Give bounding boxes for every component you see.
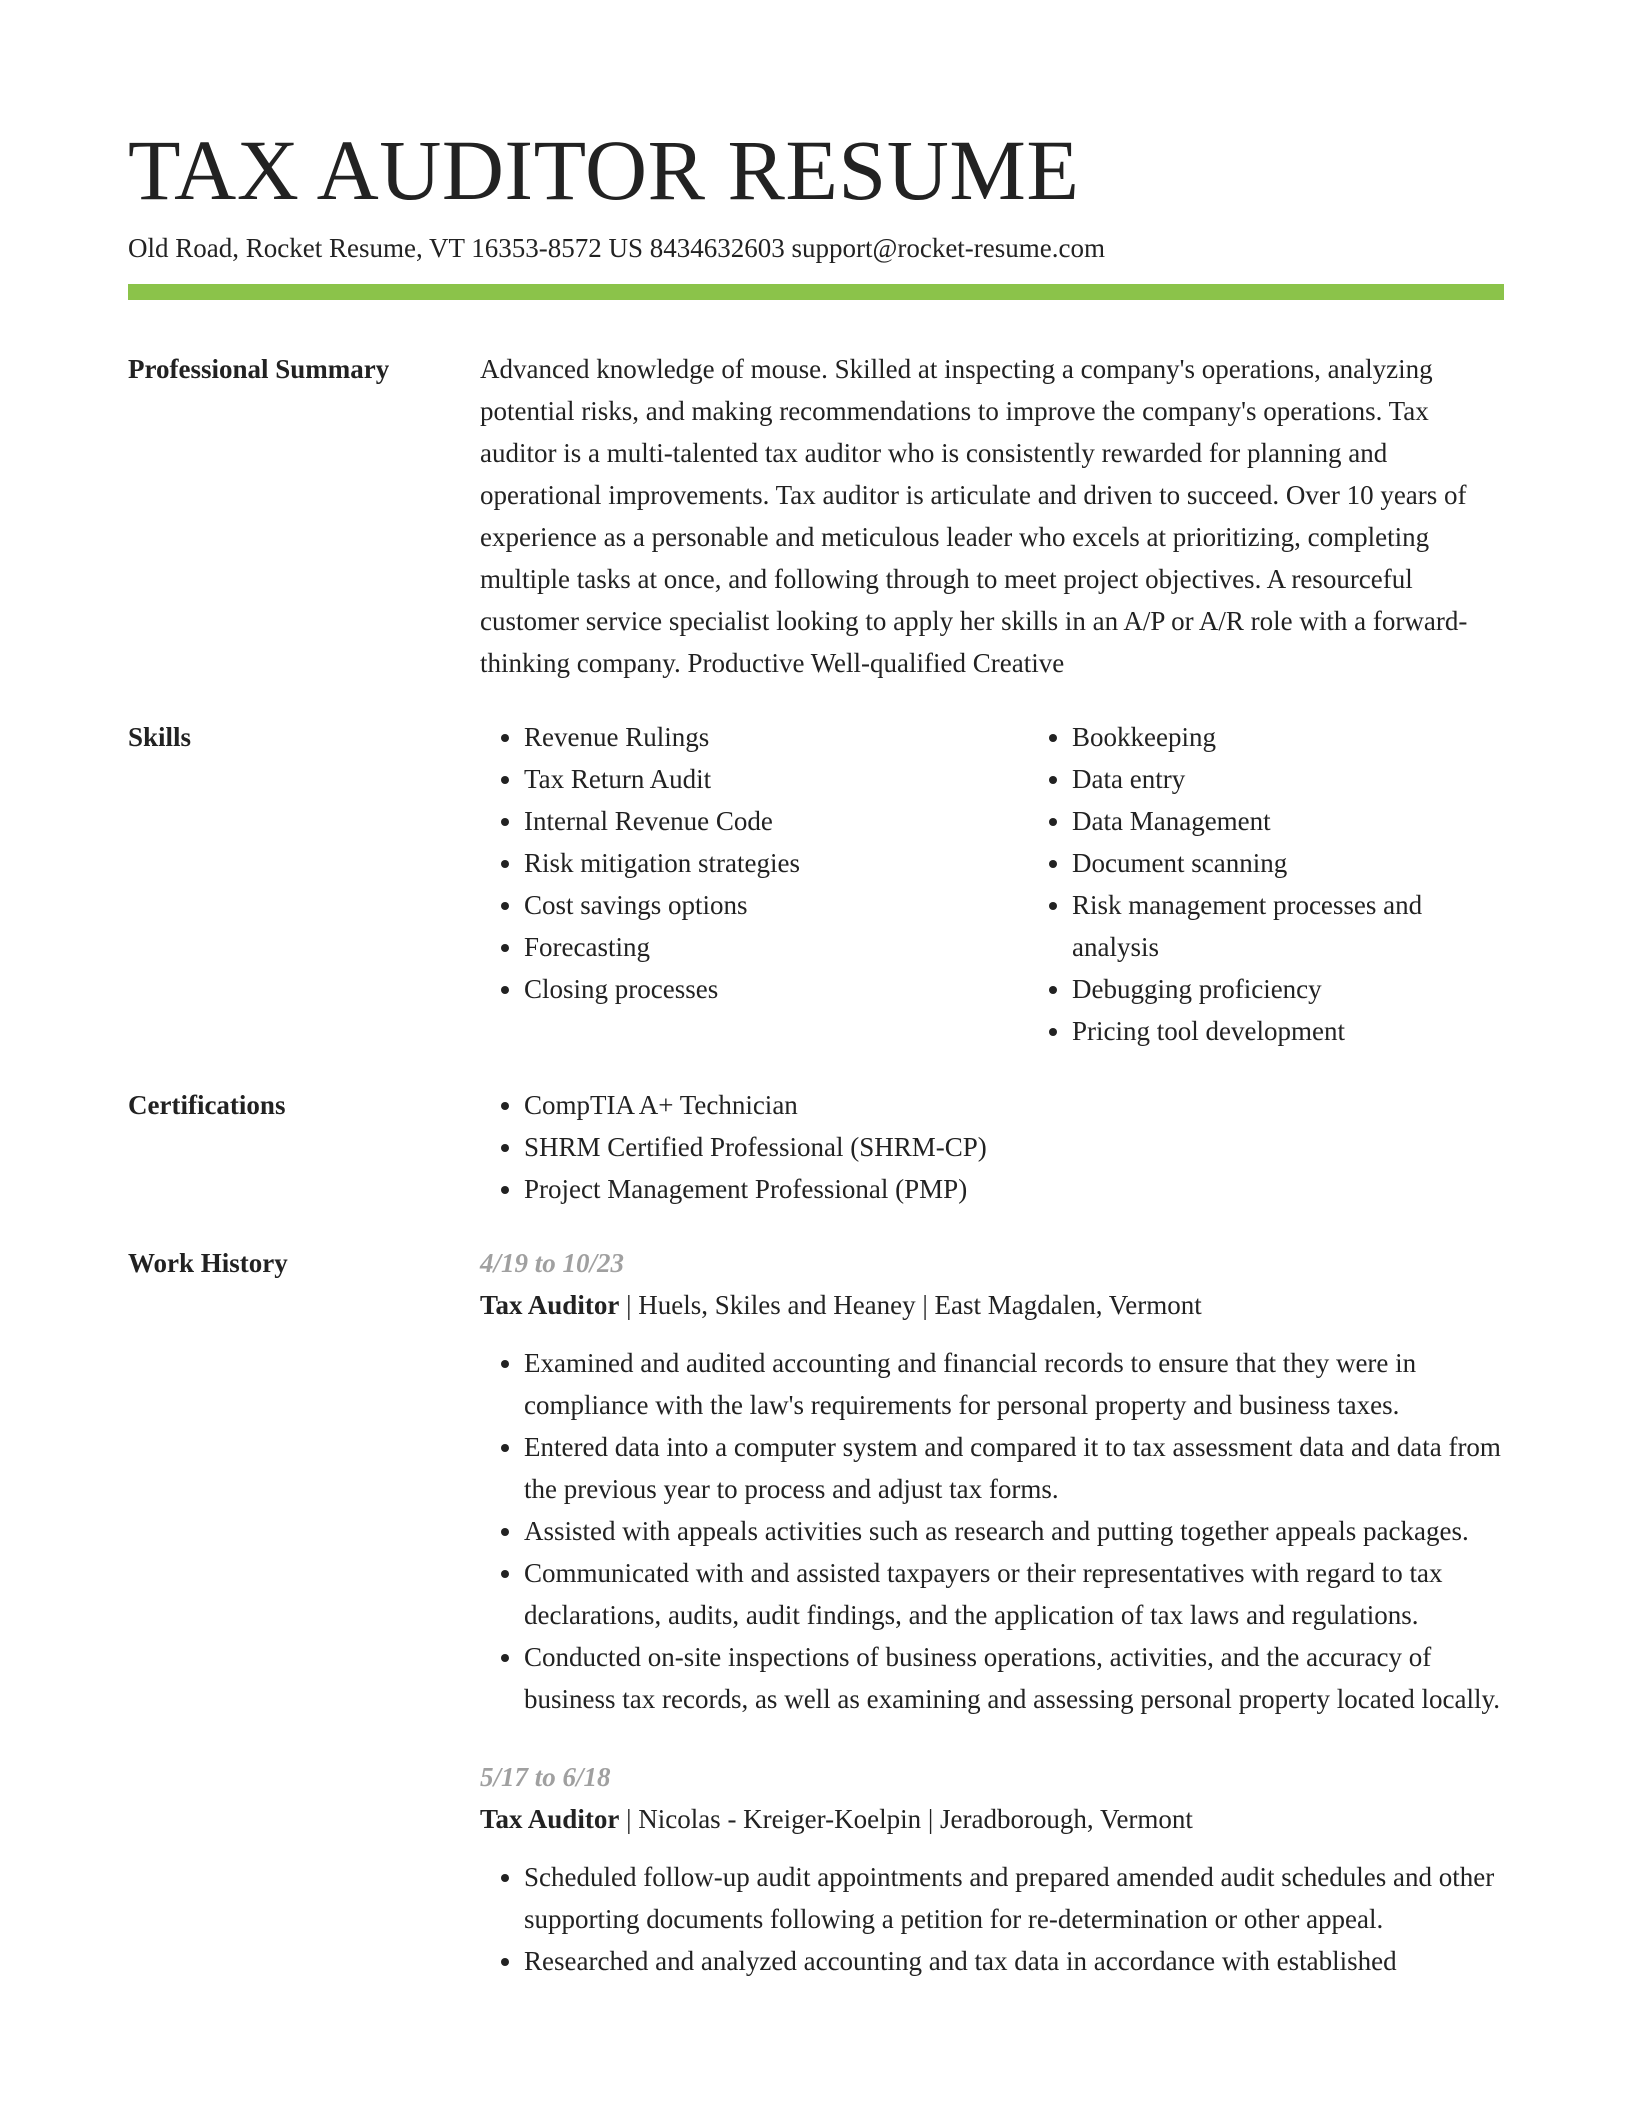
skill-item: • Risk mitigation strategies [524, 842, 1028, 884]
job-entry [480, 1242, 1504, 1720]
job-title: Tax Auditor [480, 1290, 620, 1320]
job-bullet: • Communicated with and assisted taxpayers or their representatives with regard to tax declarations, audits, audit findings, and the application of tax laws and regulations. [524, 1552, 1504, 1636]
resume-page [128, 120, 1504, 1982]
job-heading [480, 1284, 1504, 1326]
skill-item: • Debugging proficiency [1072, 968, 1504, 1010]
certification-item: • CompTIA A+ Technician [524, 1084, 1504, 1126]
section-label-certifications: Certifications [128, 1090, 286, 1120]
job-details: | Huels, Skiles and Heaney | East Magdalen, Vermont [619, 1290, 1202, 1320]
job-entry [480, 1756, 1504, 1982]
section-label-skills: Skills [128, 722, 192, 752]
skills-list-right [1028, 716, 1504, 1052]
job-details: | Nicolas - Kreiger-Koelpin | Jeradborough, Vermont [619, 1804, 1193, 1834]
job-bullet: • Researched and analyzed accounting and tax data in accordance with established [524, 1940, 1504, 1982]
job-bullet: • Scheduled follow-up audit appointments and prepared amended audit schedules and other supporting documents following a petition for re-determination or other appeal. [524, 1856, 1504, 1940]
job-dates: 4/19 to 10/23 [480, 1248, 625, 1278]
job-bullet: • Examined and audited accounting and financial records to ensure that they were in compliance with the law's requirements for personal property and business taxes. [524, 1342, 1504, 1426]
skill-item: • Risk management processes and analysis [1072, 884, 1504, 968]
work-history-section [128, 1242, 1504, 1982]
skills-columns [480, 716, 1504, 1052]
certification-item: • Project Management Professional (PMP) [524, 1168, 1504, 1210]
resume-title: TAX AUDITOR RESUME [128, 122, 1080, 218]
job-bullets [480, 1342, 1504, 1720]
job-bullets [480, 1856, 1504, 1982]
job-bullet: • Conducted on-site inspections of business operations, activities, and the accuracy of business tax records, as well as examining and assessing personal property located locally. [524, 1636, 1504, 1720]
skill-item: • Bookkeeping [1072, 716, 1504, 758]
job-dates: 5/17 to 6/18 [480, 1762, 611, 1792]
certification-item: • SHRM Certified Professional (SHRM-CP) [524, 1126, 1504, 1168]
section-label-work-history: Work History [128, 1248, 288, 1278]
job-heading [480, 1798, 1504, 1840]
accent-divider [128, 284, 1504, 300]
skill-item: • Tax Return Audit [524, 758, 1028, 800]
job-bullet: • Entered data into a computer system and compared it to tax assessment data and data from the previous year to process and adjust tax forms. [524, 1426, 1504, 1510]
skill-item: • Data entry [1072, 758, 1504, 800]
skill-item: • Data Management [1072, 800, 1504, 842]
section-label-summary: Professional Summary [128, 354, 390, 384]
certifications-list [480, 1084, 1504, 1210]
skill-item: • Document scanning [1072, 842, 1504, 884]
skill-item: • Revenue Rulings [524, 716, 1028, 758]
contact-line: Old Road, Rocket Resume, VT 16353-8572 US 8434632603 support@rocket-resume.com [128, 233, 1105, 263]
skills-section [128, 716, 1504, 1052]
job-bullet: • Assisted with appeals activities such as research and putting together appeals packages. [524, 1510, 1504, 1552]
summary-text: Advanced knowledge of mouse. Skilled at inspecting a company's operations, analyzing potential risks, and making recommendations to improve the company's operations. Tax auditor is a multi-talented tax auditor who is consistently rewarded for planning and operational improvements. Tax auditor is articulate and driven to succeed. Over 10 years of experience as a personable and meticulous leader who excels at prioritizing, completing multiple tasks at once, and following through to meet project objectives. A resourceful customer service specialist looking to apply her skills in an A/P or A/R role with a forward-thinking company. Productive Well-qualified Creative [480, 354, 1468, 678]
skill-item: • Pricing tool development [1072, 1010, 1504, 1052]
skill-item: • Forecasting [524, 926, 1028, 968]
skill-item: • Closing processes [524, 968, 1028, 1010]
job-title: Tax Auditor [480, 1804, 620, 1834]
certifications-section [128, 1084, 1504, 1210]
skill-item: • Internal Revenue Code [524, 800, 1028, 842]
summary-section [128, 348, 1504, 684]
skill-item: • Cost savings options [524, 884, 1028, 926]
skills-list-left [480, 716, 1028, 1052]
